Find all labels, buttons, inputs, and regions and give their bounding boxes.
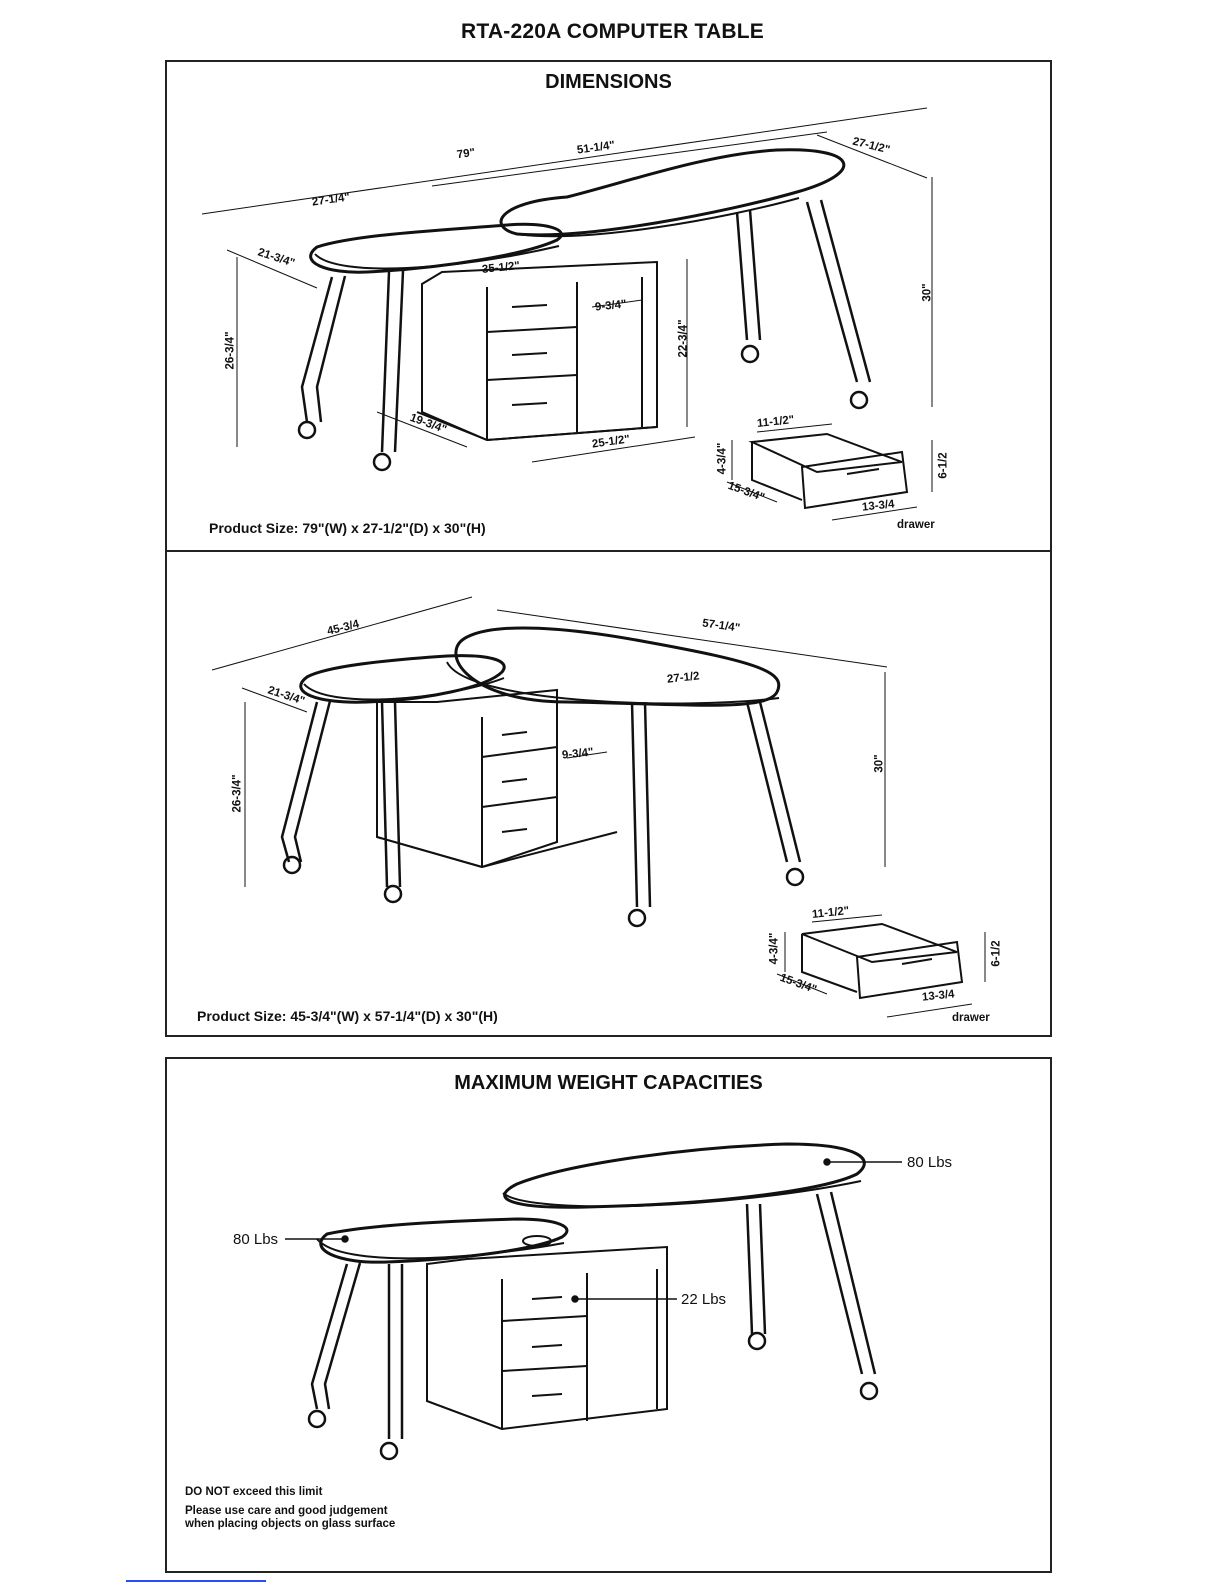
corner-label-overall-depth: 57-1/4" — [701, 617, 741, 635]
label-cabinet-height: 22-3/4" — [677, 319, 690, 358]
document-title: RTA-220A COMPUTER TABLE — [461, 20, 764, 43]
corner-label-overall-width: 45-3/4 — [325, 618, 361, 638]
care-note-line1: Please use care and good judgement — [185, 1505, 388, 1517]
capacity-large-top: 80 Lbs — [907, 1154, 953, 1171]
capacity-small-top: 80 Lbs — [233, 1231, 279, 1248]
corner-label-small-top-depth: 21-3/4" — [266, 684, 307, 708]
corner-legs — [282, 701, 803, 926]
drawer-front-width-label: 13-3/4 — [861, 498, 896, 514]
limit-note: DO NOT exceed this limit — [185, 1486, 323, 1498]
label-cabinet-top: 35-1/2" — [481, 260, 521, 276]
label-cabinet-width: 25-1/2" — [591, 433, 631, 451]
corner-drawer-height-label: 4-3/4" — [768, 932, 781, 965]
label-shelf-width: 9-3/4" — [594, 298, 628, 314]
label-small-top-length: 27-1/4" — [311, 191, 351, 209]
drawer-front-height-label: 6-1/2 — [937, 452, 950, 479]
corner-label-shelf-width: 9-3/4" — [561, 746, 595, 762]
capacity-drawer: 22 Lbs — [681, 1291, 727, 1308]
label-large-top-depth: 27-1/2" — [851, 135, 892, 157]
corner-cabinet — [377, 690, 617, 867]
weights-large-tabletop — [503, 1144, 864, 1207]
straight-product-size: Product Size: 79"(W) x 27-1/2"(D) x 30"(H) — [209, 520, 486, 536]
label-table-height: 30" — [921, 283, 934, 302]
weight-callout-lines — [285, 1159, 902, 1302]
drawer-label: drawer — [897, 519, 935, 531]
dimensions-heading: DIMENSIONS — [545, 71, 672, 93]
label-cabinet-depth: 19-3/4" — [408, 411, 449, 437]
weights-cabinet — [427, 1247, 667, 1429]
label-small-top-depth: 21-3/4" — [256, 246, 297, 270]
corner-config-drawing — [167, 62, 1054, 1039]
label-overall-width: 79" — [456, 146, 476, 162]
corner-drawer — [777, 915, 985, 1017]
corner-label-table-height: 30" — [873, 754, 886, 773]
label-small-table-height: 26-3/4" — [224, 331, 237, 370]
corner-drawer-width-label: 11-1/2" — [811, 905, 850, 921]
weights-heading: MAXIMUM WEIGHT CAPACITIES — [454, 1072, 763, 1094]
corner-drawer-front-width-label: 13-3/4 — [921, 988, 956, 1004]
corner-drawer-label: drawer — [952, 1012, 990, 1024]
weights-panel — [165, 1057, 1052, 1573]
drawer-width-label: 11-1/2" — [756, 414, 795, 430]
care-note-line2: when placing objects on glass surface — [185, 1518, 396, 1530]
footer-link-underline — [126, 1580, 266, 1582]
corner-label-large-top-depth: 27-1/2 — [666, 670, 701, 686]
corner-drawer-front-height-label: 6-1/2 — [990, 940, 1003, 967]
corner-product-size: Product Size: 45-3/4"(W) x 57-1/4"(D) x 30"(H) — [197, 1008, 498, 1024]
corner-large-tabletop — [447, 628, 779, 705]
corner-label-small-table-height: 26-3/4" — [231, 774, 244, 813]
drawer-height-label: 4-3/4" — [716, 442, 729, 475]
dimensions-panel — [165, 60, 1052, 1037]
label-large-top-length: 51-1/4" — [576, 139, 616, 157]
corner-drawer-depth-label: 15-3/4" — [778, 971, 819, 997]
drawer-depth-label: 15-3/4" — [726, 479, 767, 505]
